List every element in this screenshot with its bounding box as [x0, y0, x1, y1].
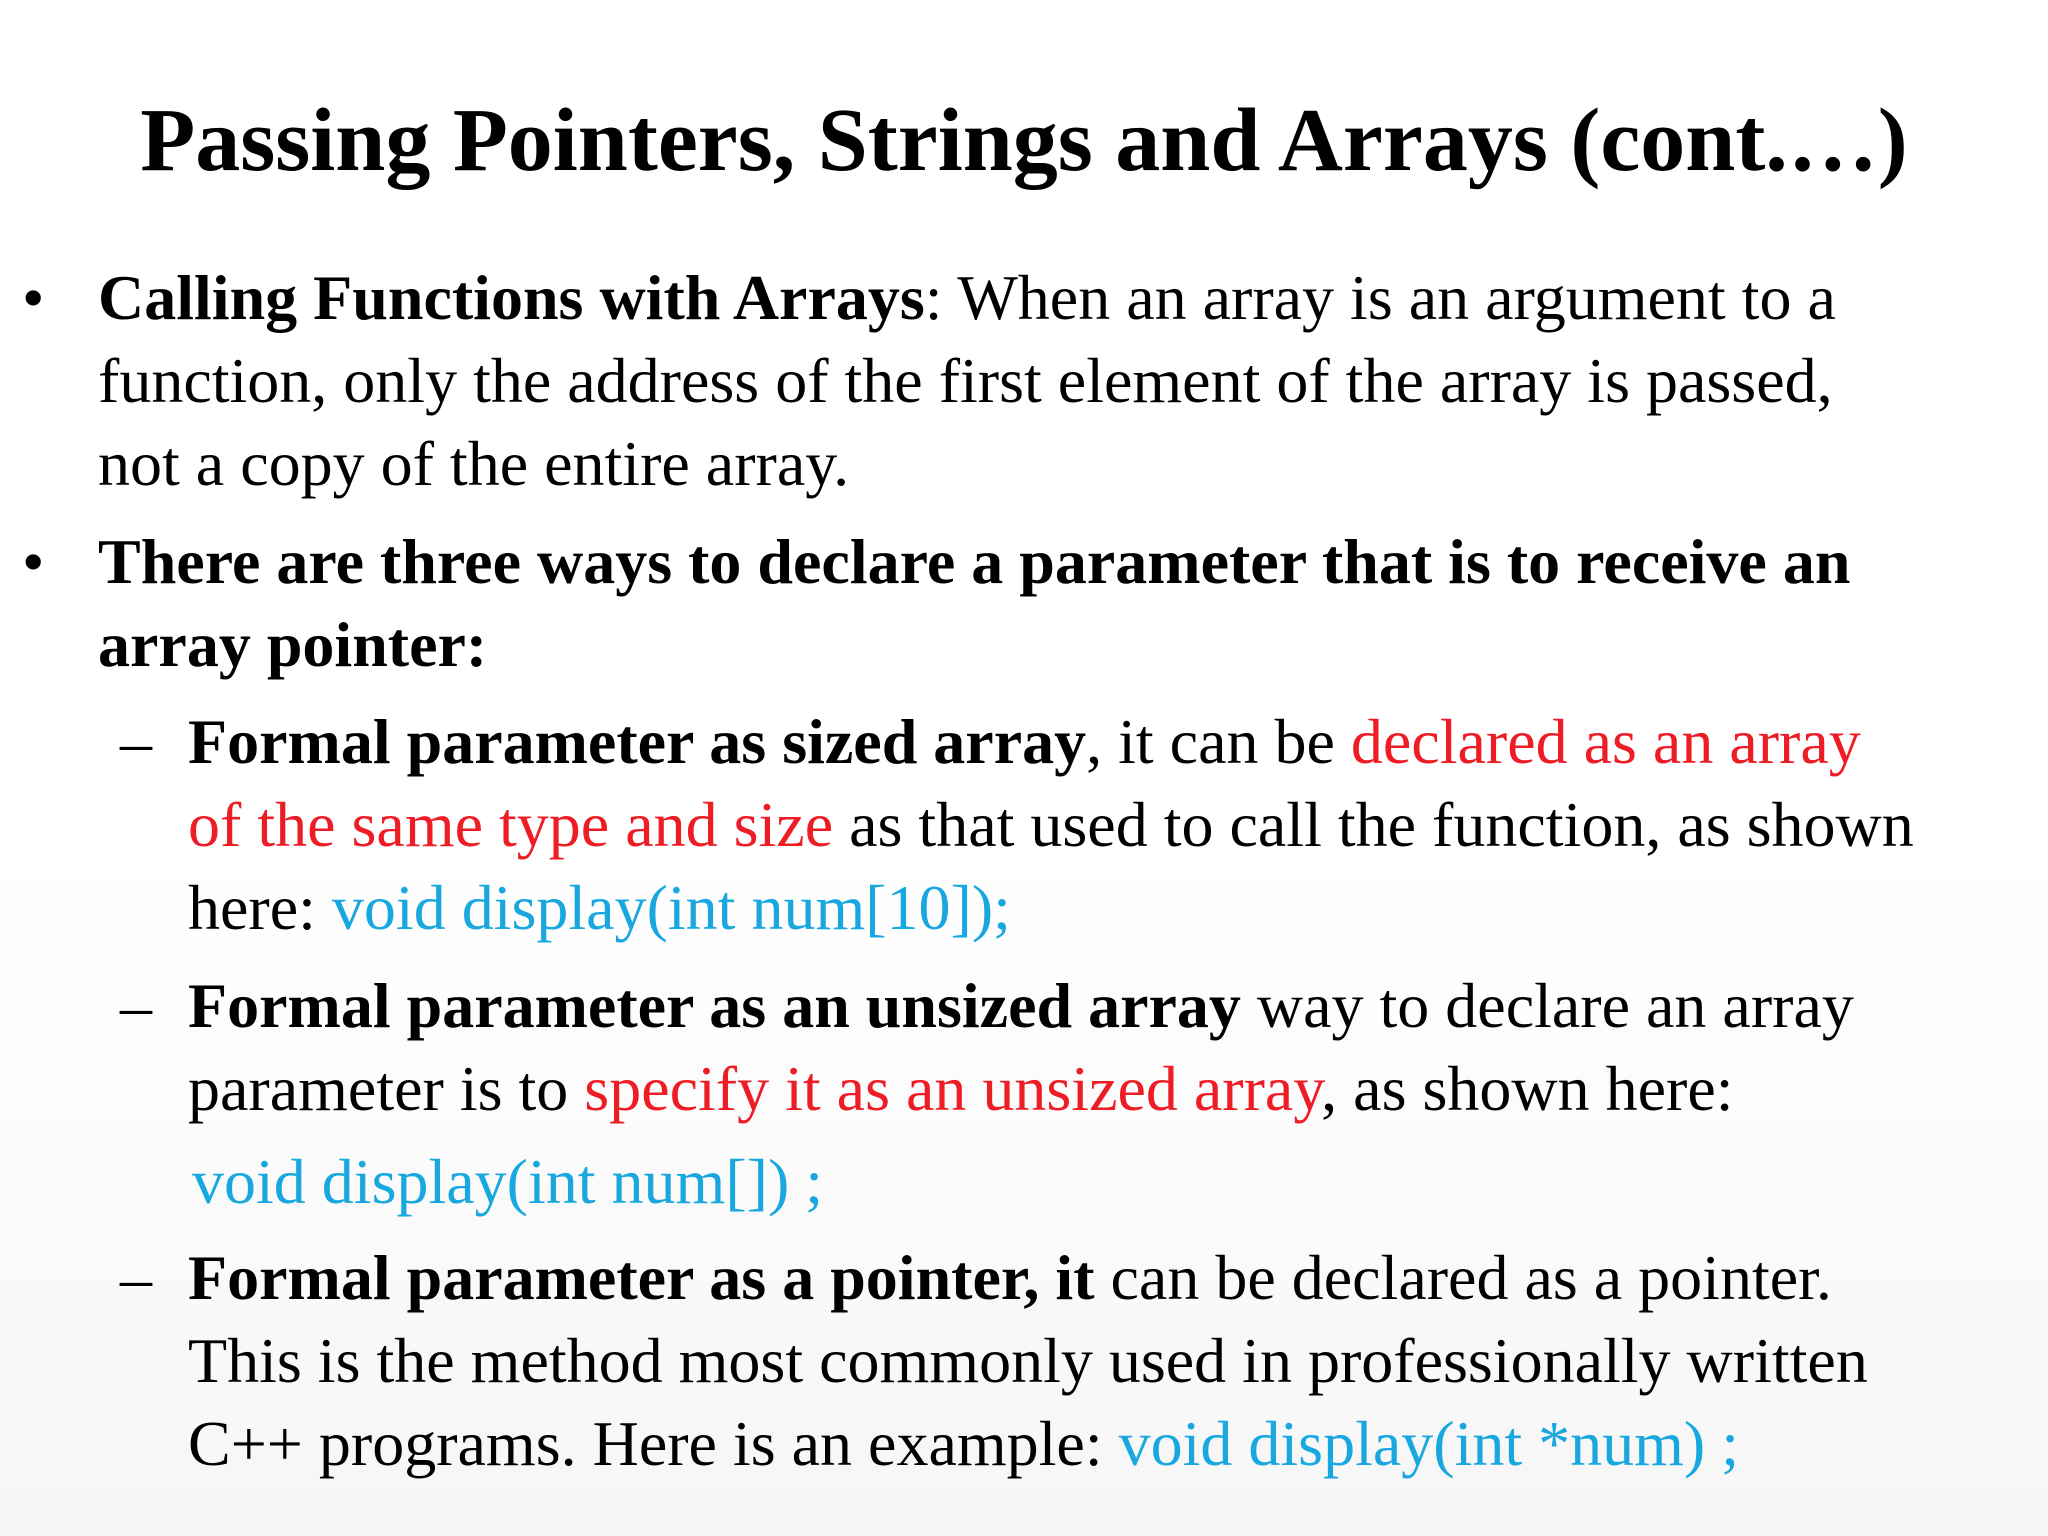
sub1-emphasis: declared as an array: [1350, 706, 1861, 777]
sub1-heading: Formal parameter as sized array: [188, 706, 1087, 777]
sub2-text: way to declare an array: [1240, 970, 1854, 1041]
sub-bullet-sized-array: [188, 700, 1914, 949]
sub1-code: void display(int num[10]);: [331, 872, 1011, 943]
bullet1-line1: [98, 256, 1836, 339]
sub1-text: , it can be: [1086, 706, 1351, 777]
sub2-emphasis: specify it as an unsized array: [584, 1053, 1322, 1124]
sub2-line1: [188, 964, 1854, 1047]
sub3-heading: Formal parameter as a pointer, it: [188, 1242, 1095, 1313]
dash-marker: –: [120, 970, 152, 1041]
bullet-marker: •: [22, 262, 45, 333]
sub-bullet-unsized-array: [188, 964, 1854, 1130]
bullet-calling-functions: [98, 256, 1836, 505]
sub1-text2: as that used to call the function, as shown: [833, 789, 1914, 860]
sub2-code: void display(int num[]) ;: [192, 1146, 824, 1217]
sub2-text2: parameter is to: [188, 1053, 585, 1124]
bullet1-text: : When an array is an argument to a: [924, 262, 1836, 333]
sub2-heading: Formal parameter as an unsized array: [188, 970, 1241, 1041]
sub3-line3: [188, 1402, 1868, 1485]
sub1-line2: [188, 783, 1914, 866]
bullet1-line2: function, only the address of the first element of the array is passed,: [98, 345, 1833, 416]
sub1-line1: [188, 700, 1914, 783]
sub2-line2: [188, 1047, 1854, 1130]
sub3-text3: C++ programs. Here is an example:: [188, 1408, 1119, 1479]
dash-marker: –: [120, 706, 152, 777]
sub3-line2: This is the method most commonly used in professionally written: [188, 1325, 1868, 1396]
dash-marker: –: [120, 1242, 152, 1313]
sub1-emphasis-cont: of the same type and size: [188, 789, 834, 860]
slide-title: Passing Pointers, Strings and Arrays (cont.…): [140, 91, 1908, 190]
sub2-text3: , as shown here:: [1321, 1053, 1734, 1124]
sub3-code: void display(int *num) ;: [1118, 1408, 1739, 1479]
bullet-marker: •: [22, 526, 45, 597]
bullet2-line1: There are three ways to declare a parameter that is to receive an: [98, 526, 1851, 597]
sub1-line3: [188, 866, 1914, 949]
bullet-three-ways: [98, 520, 1850, 686]
bullet1-line3: not a copy of the entire array.: [98, 428, 850, 499]
bullet1-heading: Calling Functions with Arrays: [98, 262, 925, 333]
sub3-line1: [188, 1236, 1868, 1319]
sub1-text3: here:: [188, 872, 332, 943]
sub3-text: can be declared as a pointer.: [1094, 1242, 1832, 1313]
bullet2-line2: array pointer:: [98, 609, 488, 680]
sub-bullet-pointer: [188, 1236, 1868, 1485]
